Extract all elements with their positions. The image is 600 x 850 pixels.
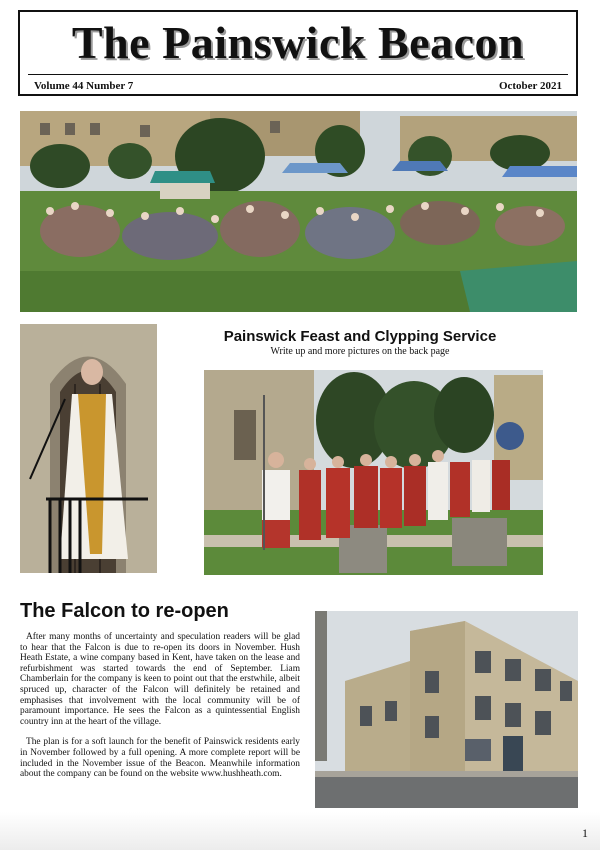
article-paragraph: After many months of uncertainty and speculation readers will be glad to hear that the Falcon is due to re-open its doors in November. Hush Heath Estate, a wine company based in Kent, have taken on the lease and refurbishment was started towards the end of September. Liam Chamberlain for the company is keen to point out that the erstwhile, albeit spruced up, character of the Falcon will definitely be retained and emphasises that involvement with the local community will be of paramount importance. He sees the Falcon as a quintessential English country inn at the heart of the village. [20, 632, 300, 727]
article-paragraph: The plan is for a soft launch for the benefit of Painswick residents early in November followed by a full opening. A more complete report will be included in the November issue of the Beacon. Meanwhile information about the company can be found on the website www.hushheath.com. [20, 737, 300, 780]
feast-crowd-photo [20, 111, 577, 312]
page-footer-band [0, 812, 600, 850]
vicar-photo [20, 324, 157, 573]
falcon-headline: The Falcon to re-open [20, 600, 229, 622]
newspaper-title: The Painswick Beacon [71, 17, 525, 68]
feast-headline: Painswick Feast and Clypping Service [223, 328, 497, 345]
masthead-divider [28, 74, 568, 75]
feast-subheading: Write up and more pictures on the back page [270, 346, 450, 357]
issue-date: October 2021 [498, 80, 562, 92]
procession-photo [204, 370, 543, 575]
page-number: 1 [582, 826, 588, 840]
falcon-article [20, 632, 300, 790]
falcon-inn-photo [315, 611, 578, 808]
masthead [18, 10, 578, 96]
issue-number: Volume 44 Number 7 [34, 80, 134, 92]
